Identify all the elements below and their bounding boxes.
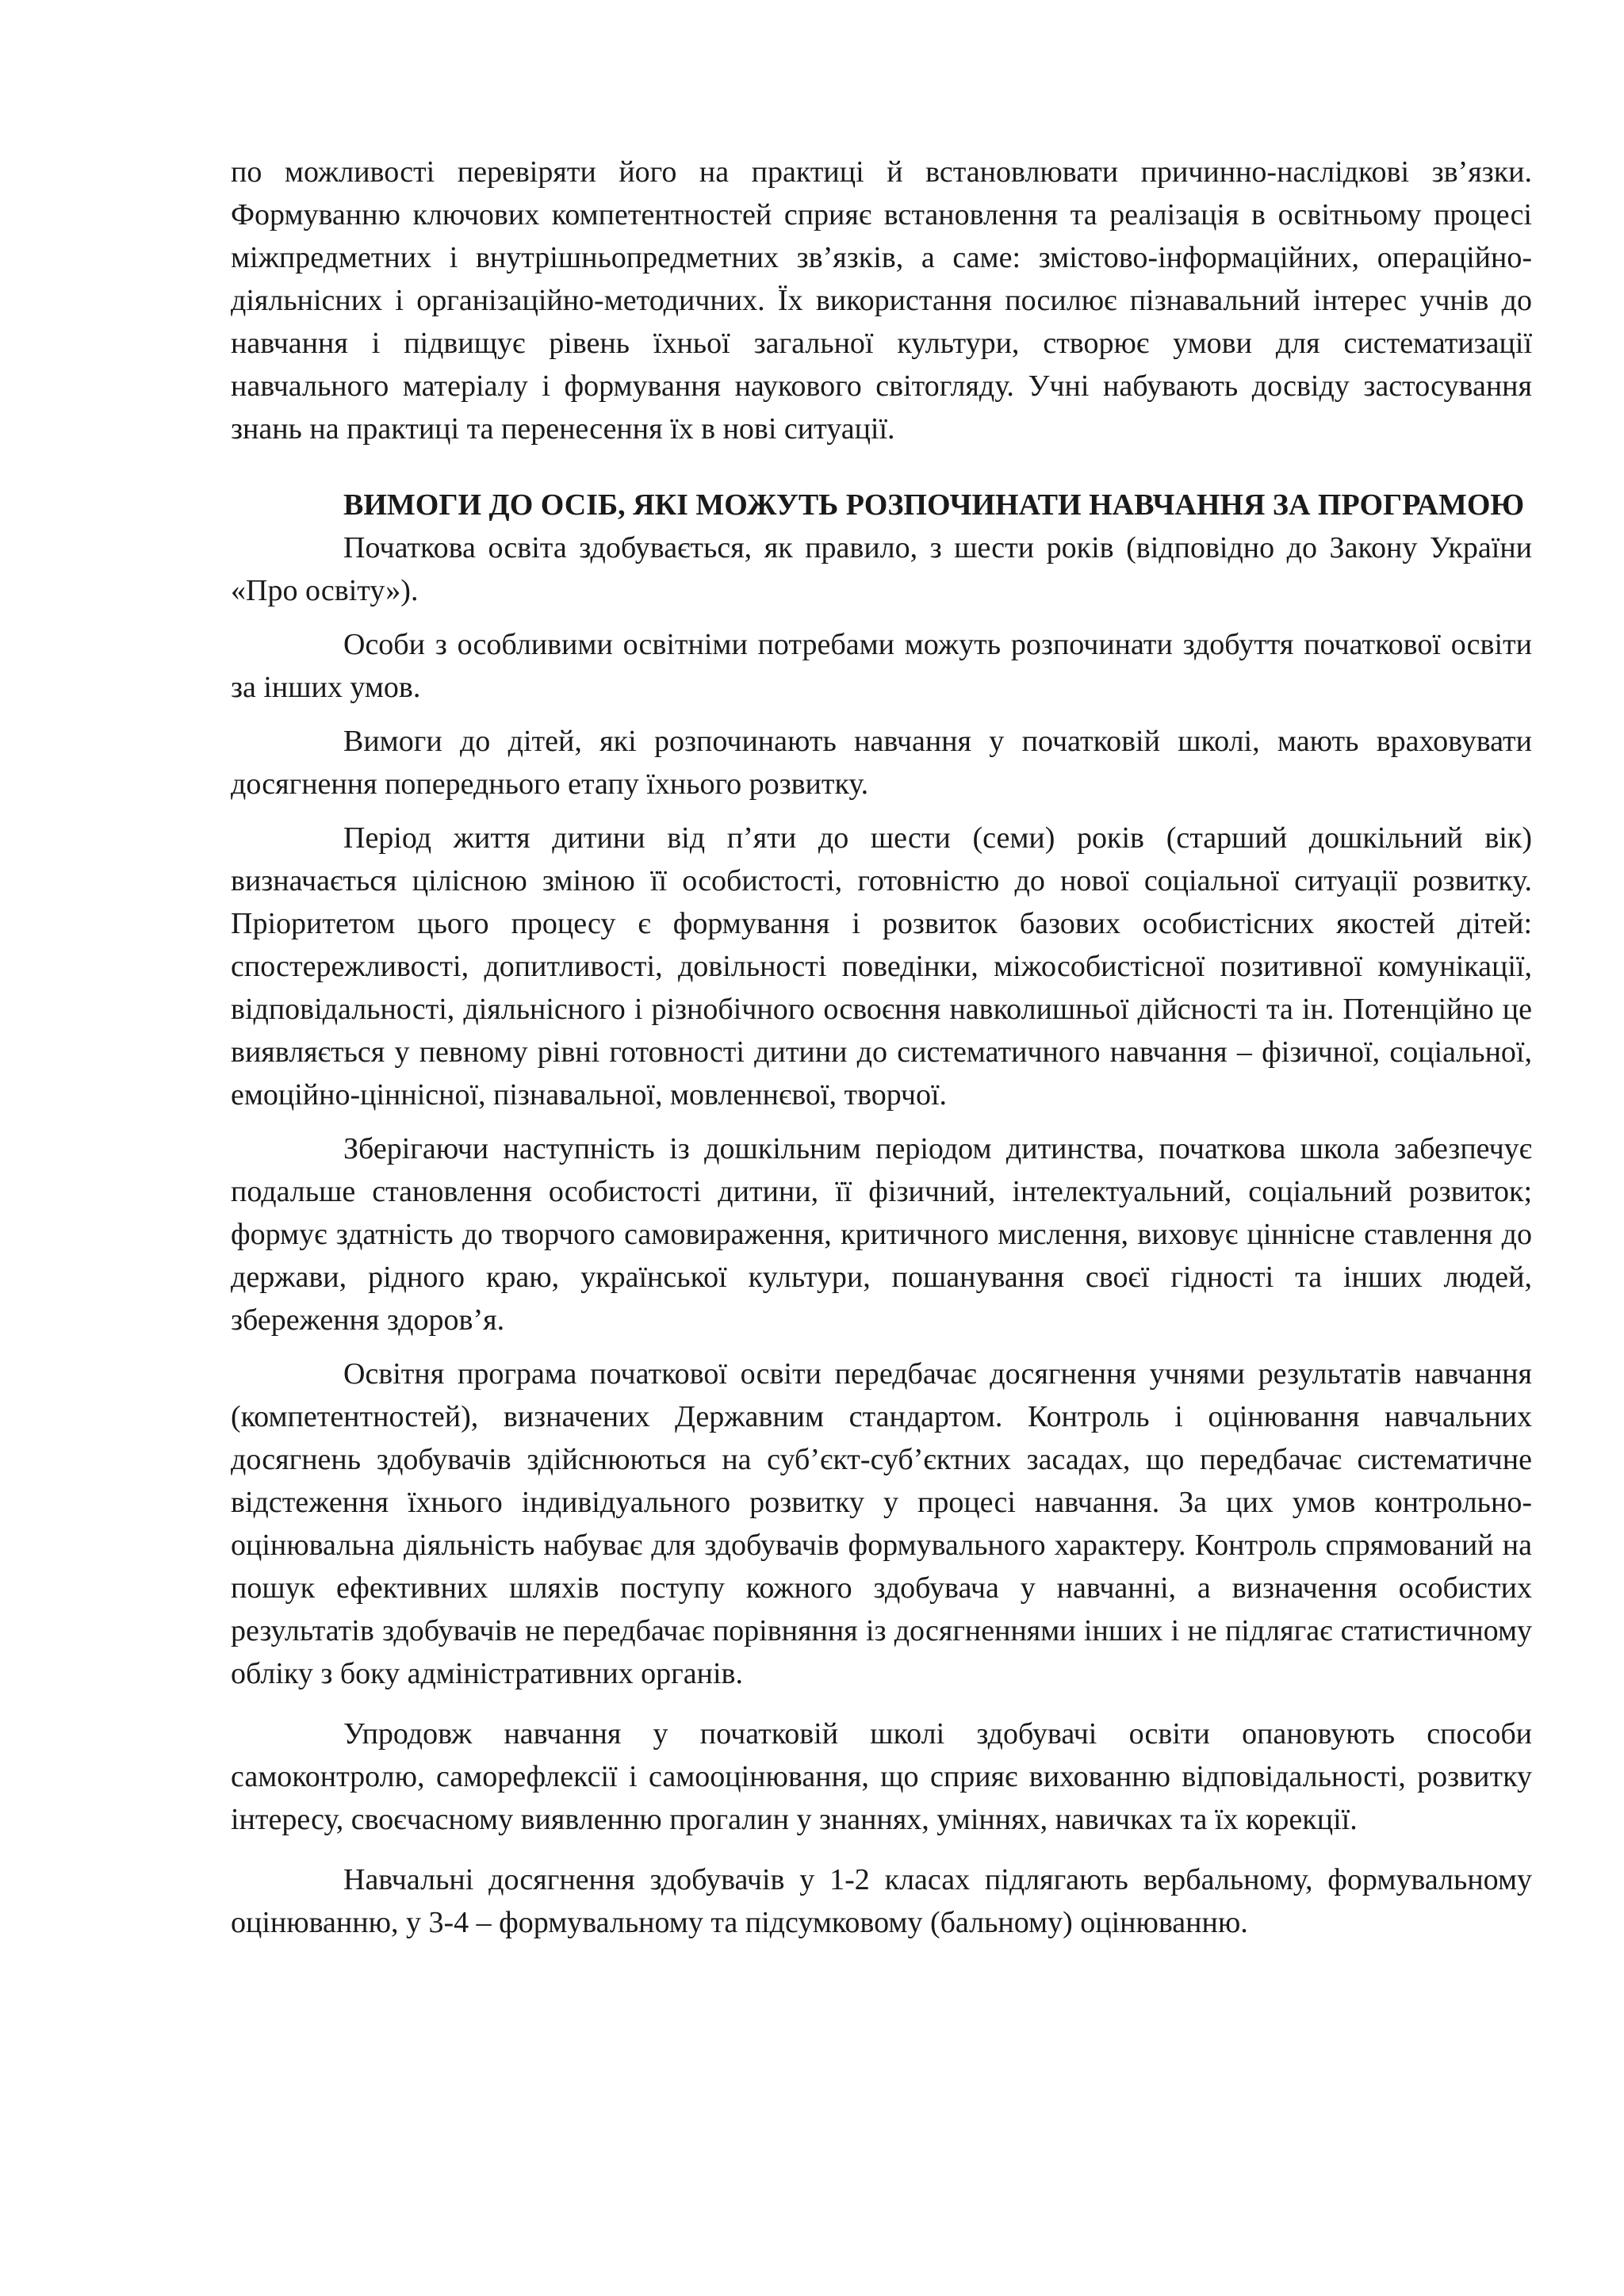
paragraph-age: Початкова освіта здобувається, як правило, з шести років (відповідно до Закону України «Про освіту»).	[231, 531, 1532, 607]
paragraph-continuity: Зберігаючи наступність із дошкільним періодом дитинства, початкова школа забезпечує подальше становлення особистості дитини, її фізичний, інтелектуальний, соціальний розвиток; формує здатність до творчого самовираження, критичного мислення, виховує ціннісне ставлення до держави, рідного краю, української культури, пошанування своєї гідності та інших людей, збереження здоров’я.	[231, 1132, 1532, 1337]
paragraph-self-control: Упродовж навчання у початковій школі здобувачі освіти опановують способи самоконтролю, саморефлексії і самооцінювання, що сприяє вихованню відповідальності, розвитку інтересу, своєчасному виявленню прогалин у знаннях, уміннях, навичках та їх корекції.	[231, 1717, 1532, 1836]
paragraph-special-needs: Особи з особливими освітніми потребами можуть розпочинати здобуття початкової освіти за інших умов.	[231, 628, 1532, 704]
paragraph-intro: по можливості перевіряти його на практиці й встановлювати причинно-наслідкові зв’язки. Формуванню ключових компетентностей сприяє встановлення та реалізація в освітньому процесі міжпредметних і внутрішньопредметних зв’язків, а саме: змістово-інформаційних, операційно-діяльнісних і організаційно-методичних. Їх використання посилює пізнавальний інтерес учнів до навчання і підвищує рівень їхньої загальної культури, створює умови для систематизації навчального матеріалу і формування наукового світогляду. Учні набувають досвіду застосування знань на практиці та перенесення їх в нові ситуації.	[231, 155, 1532, 446]
paragraph-assessment: Освітня програма початкової освіти передбачає досягнення учнями результатів навчання (компетентностей), визначених Державним стандартом. Контроль і оцінювання навчальних досягнень здобувачів здійснюються на суб’єкт-суб’єктних засадах, що передбачає систематичне відстеження їхнього індивідуального розвитку у процесі навчання. За цих умов контрольно-оцінювальна діяльність набуває для здобувачів формувального характеру. Контроль спрямований на пошук ефективних шляхів поступу кожного здобувача у навчанні, а визначення особистих результатів здобувачів не передбачає порівняння із досягненнями інших і не підлягає статистичному обліку з боку адміністративних органів.	[231, 1357, 1532, 1690]
paragraph-grading: Навчальні досягнення здобувачів у 1-2 класах підлягають вербальному, формувальному оцінюванню, у 3-4 – формувальному та підсумковому (бальному) оцінюванню.	[231, 1863, 1532, 1939]
paragraph-preschool-period: Період життя дитини від п’яти до шести (семи) років (старший дошкільний вік) визначається цілісною зміною її особистості, готовністю до нової соціальної ситуації розвитку. Пріоритетом цього процесу є формування і розвиток базових особистісних якостей дітей: спостережливості, допитливості, довільності поведінки, міжособистісної позитивної комунікації, відповідальності, діяльнісного і різнобічного освоєння навколишньої дійсності та ін. Потенційно це виявляється у певному рівні готовності дитини до систематичного навчання – фізичної, соціальної, емоційно-ціннісної, пізнавальної, мовленнєвої, творчої.	[231, 821, 1532, 1112]
document-page	[231, 151, 1532, 1944]
paragraph-requirements: Вимоги до дітей, які розпочинають навчання у початковій школі, мають враховувати досягнення попереднього етапу їхнього розвитку.	[231, 725, 1532, 801]
section-heading: ВИМОГИ ДО ОСІБ, ЯКІ МОЖУТЬ РОЗПОЧИНАТИ НАВЧАННЯ ЗА ПРОГРАМОЮ	[343, 488, 1525, 522]
